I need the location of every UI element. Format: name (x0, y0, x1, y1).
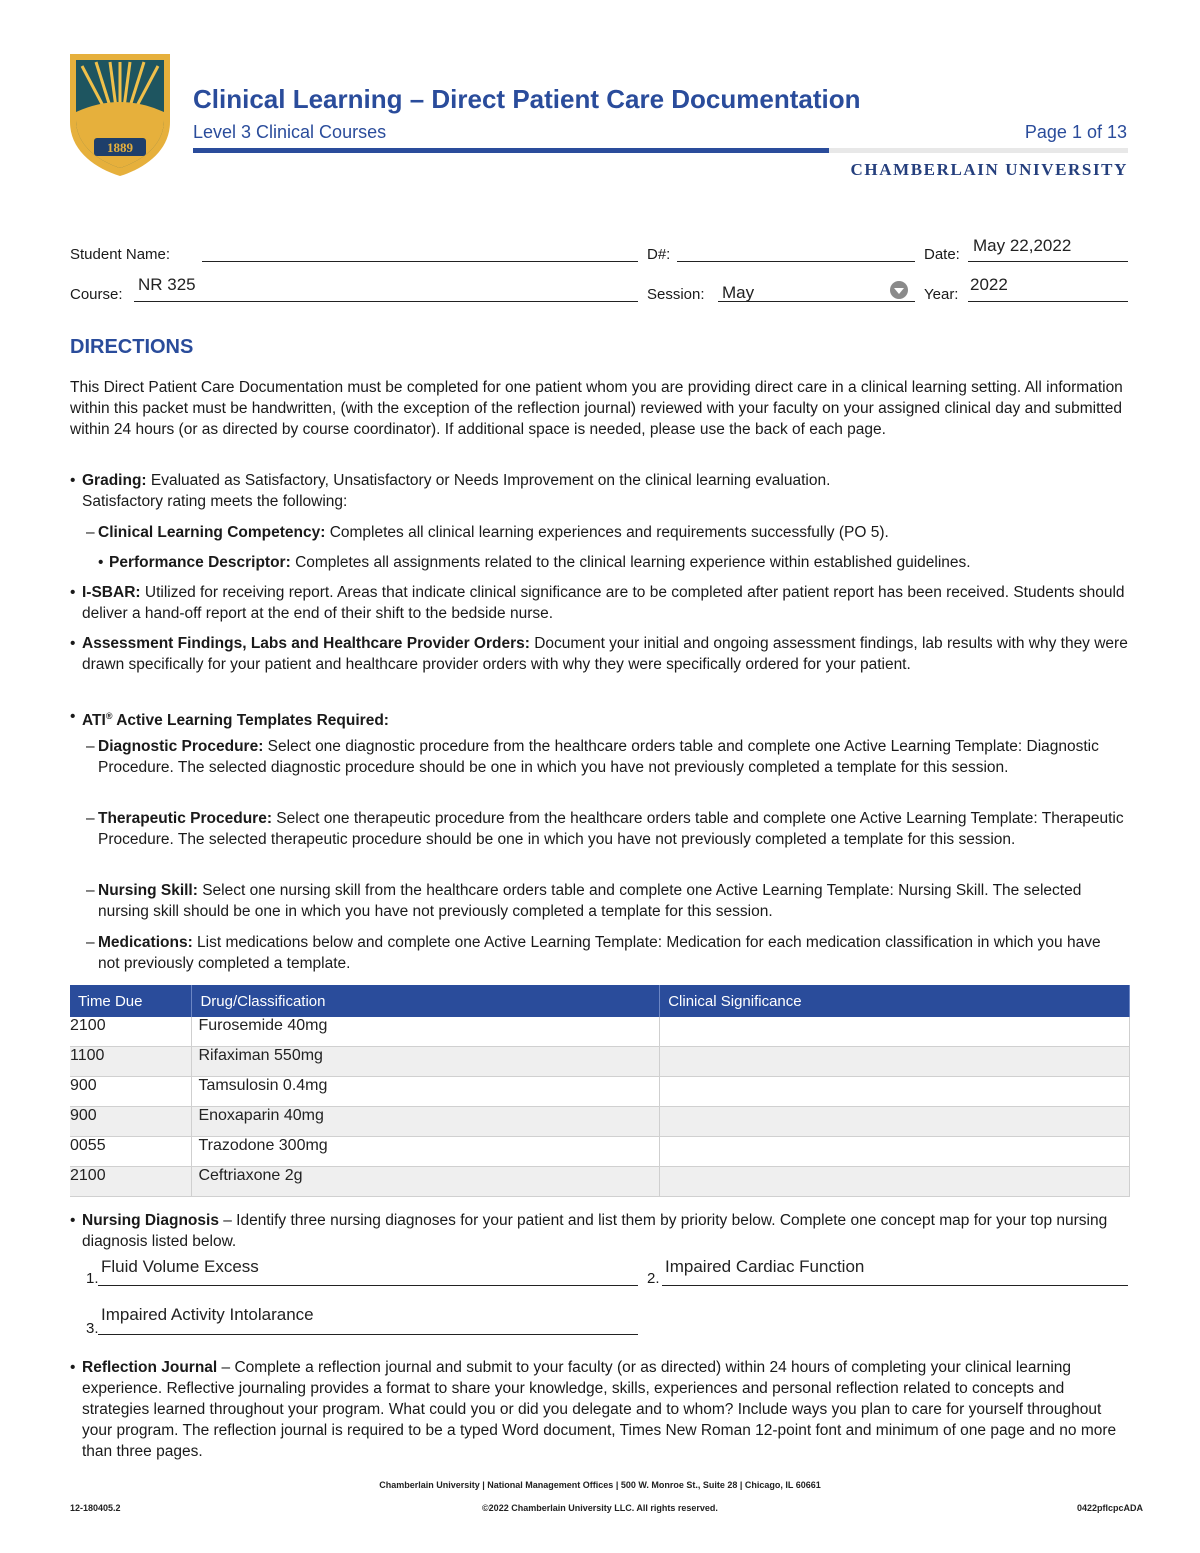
therapeutic-bullet: – Therapeutic Procedure: Select one therapeutic procedure from the healthcare orders table and complete one Active Learning Template: Therapeutic Procedure. The selected therapeutic procedure should be one in which you have not previously completed a template for this session. (86, 810, 1124, 848)
diagnosis-2-field[interactable] (662, 1285, 1128, 1286)
table-row (70, 1047, 1130, 1077)
time-cell[interactable]: 1100 (70, 1047, 192, 1077)
year-label: Year: (924, 286, 959, 303)
table-row (70, 1167, 1130, 1197)
diagnostic-text: Select one diagnostic procedure from the healthcare orders table and complete one Active Learning Template: Diagnostic Procedure. The selected diagnostic procedure should be one in which you have not previously completed a template for this session. (98, 738, 1099, 776)
isbar-label: I-SBAR: (82, 584, 141, 601)
significance-cell[interactable] (660, 1107, 1130, 1137)
col-header-drug: Drug/Classification (192, 985, 660, 1017)
table-row (70, 1077, 1130, 1107)
competency-bullet: – Clinical Learning Competency: Completes all clinical learning experiences and requirements successfully (PO 5). (86, 524, 889, 541)
nursing-skill-text: Select one nursing skill from the healthcare orders table and complete one Active Learning Template: Nursing Skill. The selected nursing skill should be one in which you have not previously completed a template for this session. (98, 882, 1082, 920)
table-row (70, 1137, 1130, 1167)
drug-cell[interactable]: Rifaximan 550mg (192, 1047, 660, 1077)
diagnosis-3-number: 3. (86, 1320, 99, 1337)
nursing-diagnosis-label: Nursing Diagnosis (82, 1212, 219, 1229)
drug-cell[interactable]: Tamsulosin 0.4mg (192, 1077, 660, 1107)
col-header-time-due: Time Due (70, 985, 192, 1017)
d-number-label: D#: (647, 246, 671, 263)
assessment-bullet: • Assessment Findings, Labs and Healthcare Provider Orders: Document your initial and ongoing assessment findings, lab results with why they were drawn specifically for your patient and healthcare provider orders with why they were specifically ordered for your patient. (70, 635, 1128, 673)
time-cell[interactable]: 900 (70, 1107, 192, 1137)
grading-text: Evaluated as Satisfactory, Unsatisfactory or Needs Improvement on the clinical learning evaluation. (146, 472, 831, 489)
drug-cell[interactable]: Ceftriaxone 2g (192, 1167, 660, 1197)
reflection-label: Reflection Journal (82, 1359, 218, 1376)
significance-cell[interactable] (660, 1077, 1130, 1107)
chevron-down-icon[interactable] (889, 280, 909, 300)
descriptor-bullet: • Performance Descriptor: Completes all assignments related to the clinical learning experience within established guidelines. (98, 554, 971, 571)
course-value: NR 325 (138, 275, 196, 294)
page-number: Page 1 of 13 (1024, 122, 1127, 142)
directions-intro: This Direct Patient Care Documentation must be completed for one patient whom you are providing direct care in a clinical learning setting. All information within this packet must be handwritten, (with the exception of the reflection journal) reviewed with your faculty on your assigned clinical day and submitted within 24 hours (or as directed by course coordinator). If additional space is needed, please use the back of each page. (70, 379, 1123, 438)
nursing-skill-bullet: – Nursing Skill: Select one nursing skill from the healthcare orders table and complete one Active Learning Template: Nursing Skill. The selected nursing skill should be one in which you have not previously completed a template for this session. (86, 882, 1082, 920)
reflection-bullet: • Reflection Journal – Complete a reflection journal and submit to your faculty (or as directed) within 24 hours of completing your clinical learning experience. Reflective journaling provides a format to share your knowledge, skills, experiences and personal reflection related to concepts and strategies learned throughout your program. What could you or did you delegate and to whom? Include ways you plan to care for yourself throughout your program. The reflection journal is required to be a typed Word document, Times New Roman 12-point font and minimum of one page and no more than three pages. (70, 1359, 1117, 1460)
university-wordmark: CHAMBERLAIN UNIVERSITY (850, 160, 1128, 179)
grading-bullet: • Grading: Evaluated as Satisfactory, Unsatisfactory or Needs Improvement on the clinical learning evaluation. Satisfactory rating meets the following: (70, 470, 1130, 512)
significance-cell[interactable] (660, 1047, 1130, 1077)
diagnosis-1-number: 1. (86, 1270, 99, 1287)
isbar-text: Utilized for receiving report. Areas that indicate clinical significance are to be completed after patient report has been received. Students should deliver a hand-off report at the end of their shift to the bedside nurse. (82, 584, 1125, 622)
ati-bullet: • ATI® Active Learning Templates Required: (70, 708, 389, 730)
diagnosis-3-field[interactable] (98, 1334, 638, 1335)
medications-text: List medications below and complete one Active Learning Template: Medication for each medication classification in which you have not previously completed a template. (98, 934, 1101, 972)
seal-year: 1889 (107, 140, 133, 155)
footer-copyright: ©2022 Chamberlain University LLC. All rights reserved. (482, 1503, 718, 1513)
diagnostic-bullet: – Diagnostic Procedure: Select one diagnostic procedure from the healthcare orders table and complete one Active Learning Template: Diagnostic Procedure. The selected diagnostic procedure should be one in which you have not previously completed a template for this session. (86, 738, 1099, 776)
medications-bullet: – Medications: List medications below and complete one Active Learning Template: Medication for each medication classification in which you have not previously completed a template. (86, 934, 1101, 972)
session-label: Session: (647, 286, 705, 303)
year-value: 2022 (970, 275, 1008, 294)
footer-code-right: 0422pflcpcADA (1076, 1503, 1143, 1513)
drug-cell[interactable]: Trazodone 300mg (192, 1137, 660, 1167)
nursing-diagnosis-text: – Identify three nursing diagnoses for your patient and list them by priority below. Complete one concept map for your top nursing diagnosis listed below. (82, 1212, 1108, 1250)
diagnosis-1-field[interactable] (98, 1285, 638, 1286)
therapeutic-label: Therapeutic Procedure: (98, 810, 272, 827)
university-seal-logo (68, 52, 172, 178)
therapeutic-text: Select one therapeutic procedure from the healthcare orders table and complete one Active Learning Template: Therapeutic Procedure. The selected therapeutic procedure should be one in which you have not previously completed a template for this session. (98, 810, 1124, 848)
time-cell[interactable]: 0055 (70, 1137, 192, 1167)
grading-label: Grading: (82, 472, 147, 489)
footer-address: Chamberlain University | National Management Offices | 500 W. Monroe St., Suite 28 | Chicago, IL 60661 (379, 1480, 821, 1490)
medications-label: Medications: (98, 934, 193, 951)
diagnosis-1-value: Fluid Volume Excess (101, 1257, 259, 1276)
competency-label: Clinical Learning Competency: (98, 524, 326, 541)
date-label: Date: (924, 246, 960, 263)
ati-label: ATI (82, 712, 106, 730)
time-cell[interactable]: 2100 (70, 1167, 192, 1197)
diagnosis-2-number: 2. (647, 1270, 660, 1287)
student-name-label: Student Name: (70, 246, 171, 263)
competency-text: Completes all clinical learning experiences and requirements successfully (PO 5). (325, 524, 889, 541)
nursing-skill-label: Nursing Skill: (98, 882, 198, 899)
table-header-row (70, 985, 1130, 1017)
col-header-clinical-significance: Clinical Significance (660, 985, 1130, 1017)
isbar-bullet: • I-SBAR: Utilized for receiving report. Areas that indicate clinical significance are to be completed after patient report has been received. Students should deliver a hand-off report at the end of their shift to the bedside nurse. (70, 584, 1125, 622)
year-field[interactable] (968, 301, 1128, 302)
ati-label-2: Active Learning Templates Required: (112, 712, 389, 730)
page-title: Clinical Learning – Direct Patient Care Documentation (193, 84, 861, 114)
table-row (70, 1017, 1130, 1047)
nursing-diagnosis-bullet: • Nursing Diagnosis – Identify three nursing diagnoses for your patient and list them by priority below. Complete one concept map for your top nursing diagnosis listed below. (70, 1212, 1108, 1250)
date-value: May 22,2022 (973, 236, 1072, 255)
medications-table (70, 985, 1130, 1197)
d-number-field[interactable] (677, 261, 915, 262)
drug-cell[interactable]: Furosemide 40mg (192, 1017, 660, 1047)
session-value[interactable]: May (722, 283, 755, 302)
assessment-label: Assessment Findings, Labs and Healthcare Provider Orders: (82, 635, 530, 652)
significance-cell[interactable] (660, 1137, 1130, 1167)
diagnostic-label: Diagnostic Procedure: (98, 738, 264, 755)
time-cell[interactable]: 900 (70, 1077, 192, 1107)
directions-heading: DIRECTIONS (70, 336, 194, 358)
reflection-text: – Complete a reflection journal and submit to your faculty (or as directed) within 24 hours of completing your clinical learning experience. Reflective journaling provides a format to share your knowledge, skills, experiences and personal reflection related to concepts and strategies learned throughout your program. What could you or did you delegate and to whom? Include ways you plan to care for yourself throughout your program. The reflection journal is required to be a typed Word document, Times New Roman 12-point font and minimum of one page and no more than three pages. (82, 1359, 1117, 1460)
course-field[interactable] (134, 301, 638, 302)
student-name-field[interactable] (202, 261, 638, 262)
header-rule (193, 148, 1128, 153)
descriptor-text: Completes all assignments related to the clinical learning experience within established guidelines. (290, 554, 971, 571)
time-cell[interactable]: 2100 (70, 1017, 192, 1047)
date-field[interactable] (968, 261, 1128, 262)
page-subtitle: Level 3 Clinical Courses (193, 122, 387, 142)
ati-registered: ® (105, 711, 113, 721)
significance-cell[interactable] (660, 1017, 1130, 1047)
table-row (70, 1107, 1130, 1137)
diagnosis-3-value: Impaired Activity Intolarance (101, 1305, 314, 1324)
significance-cell[interactable] (660, 1167, 1130, 1197)
grading-text-2: Satisfactory rating meets the following: (82, 493, 348, 510)
footer-code-left: 12-180405.2 (70, 1503, 121, 1513)
descriptor-label: Performance Descriptor: (109, 554, 291, 571)
diagnosis-2-value: Impaired Cardiac Function (665, 1257, 865, 1276)
course-label: Course: (70, 286, 123, 303)
assessment-text: Document your initial and ongoing assessment findings, lab results with why they were drawn specifically for your patient and healthcare provider orders with why they were specifically ordered for your patient. (82, 635, 1128, 673)
drug-cell[interactable]: Enoxaparin 40mg (192, 1107, 660, 1137)
